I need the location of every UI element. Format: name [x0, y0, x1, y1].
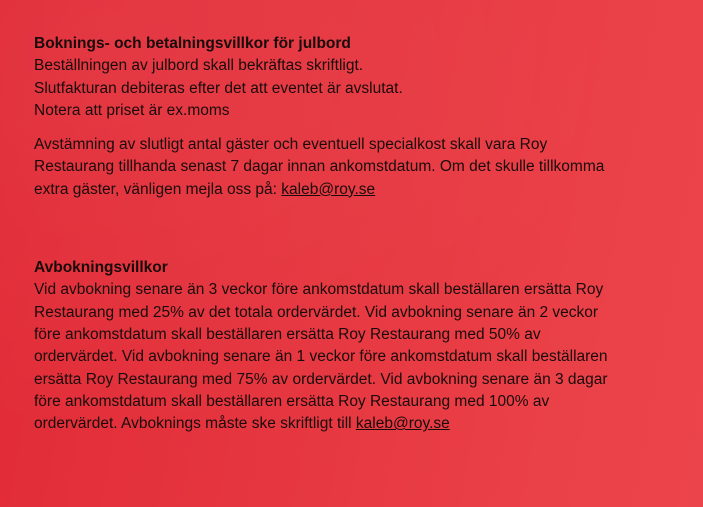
- cancellation-line: ordervärdet. Vid avbokning senare än 1 veckor före ankomstdatum skall beställaren: [34, 348, 608, 366]
- email-link[interactable]: kaleb@roy.se: [355, 415, 450, 433]
- booking-terms-line: Notera att priset är ex.moms: [34, 101, 230, 119]
- reconciliation-section: [34, 134, 684, 201]
- cancellation-line-text: ordervärdet. Avboknings måste ske skriftligt till: [34, 415, 356, 433]
- reconciliation-line: Restaurang tillhanda senast 7 dagar innan ankomstdatum. Om det skulle tillkomma: [34, 158, 605, 176]
- cancellation-last-line: [34, 413, 684, 435]
- booking-terms-heading: Boknings- och betalningsvillkor för julbord: [34, 35, 351, 52]
- paragraph-spacer: [34, 122, 684, 134]
- reconciliation-last-line: [34, 179, 684, 201]
- cancellation-section: [34, 257, 684, 435]
- cancellation-line: Vid avbokning senare än 3 veckor före ankomstdatum skall beställaren ersätta Roy: [34, 281, 604, 299]
- email-link[interactable]: kaleb@roy.se: [281, 180, 376, 198]
- cancellation-line: före ankomstdatum skall beställaren ersätta Roy Restaurang med 50% av: [34, 325, 541, 343]
- booking-terms-line: Slutfakturan debiteras efter det att eventet är avslutat.: [34, 79, 403, 97]
- reconciliation-line: Avstämning av slutligt antal gäster och eventuell specialkost skall vara Roy: [34, 136, 548, 154]
- cancellation-line: Restaurang med 25% av det totala ordervärdet. Vid avbokning senare än 2 veckor: [34, 303, 599, 321]
- cancellation-line: före ankomstdatum skall beställaren ersätta Roy Restaurang med 100% av: [34, 392, 550, 410]
- section-spacer: [34, 201, 684, 257]
- cancellation-line: ersätta Roy Restaurang med 75% av ordervärdet. Vid avbokning senare än 3 dagar: [34, 370, 608, 388]
- booking-terms-line: Beställningen av julbord skall bekräftas skriftligt.: [34, 57, 364, 75]
- booking-terms-section: [34, 33, 684, 122]
- cancellation-heading: Avbokningsvillkor: [34, 259, 168, 277]
- terms-document: [34, 33, 684, 435]
- reconciliation-line-text: extra gäster, vänligen mejla oss på:: [34, 180, 282, 198]
